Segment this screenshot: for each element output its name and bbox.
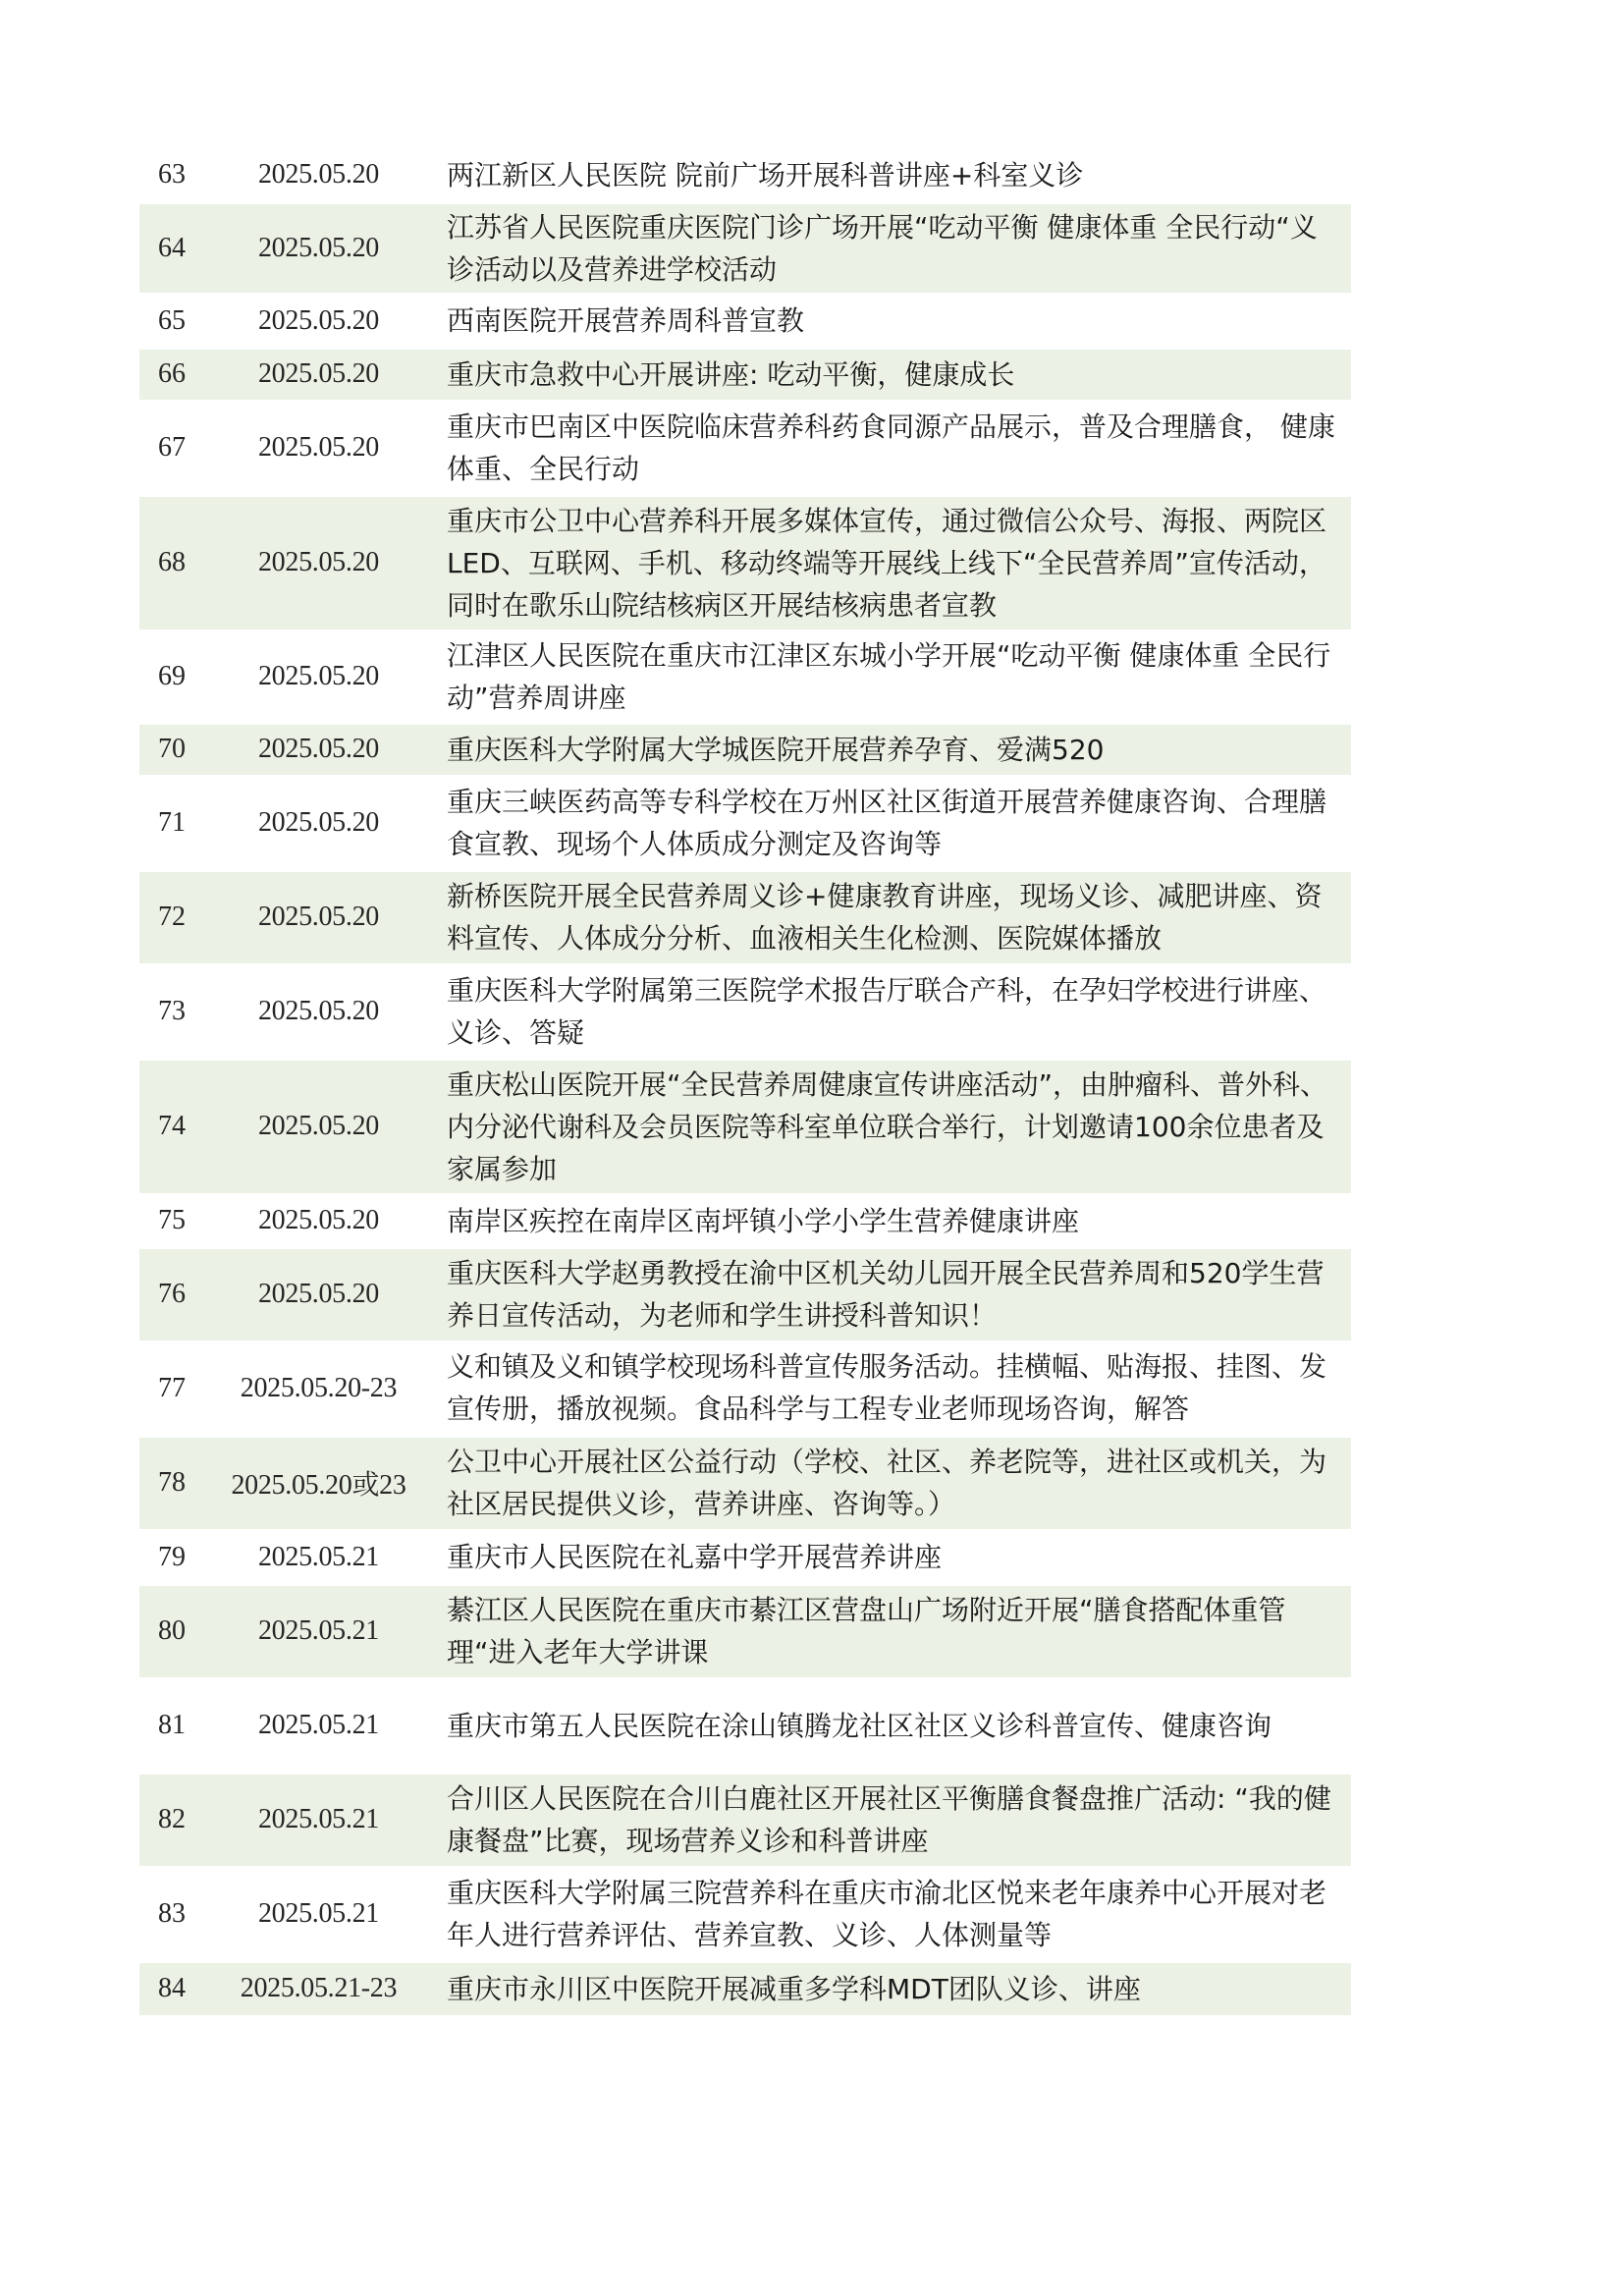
row-description: 重庆市公卫中心营养科开展多媒体宣传，通过微信公众号、海报、两院区LED、互联网、手机、移动终端等开展线上线下“全民营养周”宣传活动，同时在歌乐山院结核病区开展结核病患者宣教	[433, 495, 1351, 630]
row-number: 72	[139, 870, 204, 964]
events-table-body	[139, 149, 1351, 2016]
row-description: 重庆市巴南区中医院临床营养科药食同源产品展示，普及合理膳食， 健康体重、全民行动	[433, 401, 1351, 495]
row-description: 重庆市永川区中医院开展减重多学科MDT团队义诊、讲座	[433, 1961, 1351, 2016]
row-number: 76	[139, 1247, 204, 1341]
row-description: 重庆医科大学赵勇教授在渝中区机关幼儿园开展全民营养周和520学生营养日宣传活动，为老师和学生讲授科普知识！	[433, 1247, 1351, 1341]
row-number: 68	[139, 495, 204, 630]
table-row	[139, 1247, 1351, 1341]
table-row	[139, 348, 1351, 401]
row-description-text: 义和镇及义和镇学校现场科普宣传服务活动。挂横幅、贴海报、挂图、发宣传册，播放视频。食品科学与工程专业老师现场咨询，解答	[447, 1350, 1327, 1425]
row-number: 83	[139, 1867, 204, 1961]
row-date: 2025.05.20	[204, 630, 433, 723]
row-date: 2025.05.20	[204, 964, 433, 1059]
row-date: 2025.05.20	[204, 294, 433, 348]
table-row	[139, 964, 1351, 1059]
row-date: 2025.05.20	[204, 149, 433, 202]
table-row	[139, 1194, 1351, 1247]
table-row	[139, 870, 1351, 964]
row-date: 2025.05.21-23	[204, 1961, 433, 2016]
row-description: 重庆市人民医院在礼嘉中学开展营养讲座	[433, 1530, 1351, 1584]
row-date: 2025.05.20	[204, 1059, 433, 1194]
row-description: 两江新区人民医院 院前广场开展科普讲座+科室义诊	[433, 149, 1351, 202]
row-description: 重庆市第五人民医院在涂山镇腾龙社区社区义诊科普宣传、健康咨询	[433, 1678, 1351, 1773]
row-number: 70	[139, 723, 204, 776]
row-number: 73	[139, 964, 204, 1059]
row-date: 2025.05.20	[204, 1194, 433, 1247]
row-number: 69	[139, 630, 204, 723]
table-row	[139, 495, 1351, 630]
row-date: 2025.05.20	[204, 202, 433, 294]
row-number: 82	[139, 1773, 204, 1867]
row-description	[433, 1341, 1351, 1436]
row-number: 75	[139, 1194, 204, 1247]
row-date: 2025.05.21	[204, 1584, 433, 1678]
row-description: 江苏省人民医院重庆医院门诊广场开展“吃动平衡 健康体重 全民行动“义诊活动以及营养进学校活动	[433, 202, 1351, 294]
row-number: 78	[139, 1436, 204, 1530]
row-description: 合川区人民医院在合川白鹿社区开展社区平衡膳食餐盘推广活动: “我的健康餐盘”比赛，现场营养义诊和科普讲座	[433, 1773, 1351, 1867]
row-number: 81	[139, 1678, 204, 1773]
row-description: 重庆市急救中心开展讲座: 吃动平衡，健康成长	[433, 348, 1351, 401]
row-number: 79	[139, 1530, 204, 1584]
row-description: 西南医院开展营养周科普宣教	[433, 294, 1351, 348]
row-date: 2025.05.20	[204, 495, 433, 630]
table-row	[139, 723, 1351, 776]
row-date: 2025.05.20或23	[204, 1436, 433, 1530]
table-row	[139, 1059, 1351, 1194]
table-row	[139, 401, 1351, 495]
table-row	[139, 1530, 1351, 1584]
row-description: 重庆医科大学附属大学城医院开展营养孕育、爱满520	[433, 723, 1351, 776]
row-number: 84	[139, 1961, 204, 2016]
row-date: 2025.05.20	[204, 401, 433, 495]
row-number: 77	[139, 1341, 204, 1436]
table-row	[139, 149, 1351, 202]
table-row	[139, 776, 1351, 870]
row-description: 重庆医科大学附属三院营养科在重庆市渝北区悦来老年康养中心开展对老年人进行营养评估、营养宣教、义诊、人体测量等	[433, 1867, 1351, 1961]
table-row	[139, 1773, 1351, 1867]
row-number: 71	[139, 776, 204, 870]
events-table	[139, 149, 1351, 2018]
row-description: 公卫中心开展社区公益行动（学校、社区、养老院等，进社区或机关，为社区居民提供义诊，营养讲座、咨询等。）	[433, 1436, 1351, 1530]
row-date: 2025.05.21	[204, 1773, 433, 1867]
row-description: 重庆医科大学附属第三医院学术报告厅联合产科，在孕妇学校进行讲座、义诊、答疑	[433, 964, 1351, 1059]
row-date: 2025.05.20-23	[204, 1341, 433, 1436]
row-description: 重庆三峡医药高等专科学校在万州区社区街道开展营养健康咨询、合理膳食宣教、现场个人体质成分测定及咨询等	[433, 776, 1351, 870]
row-date: 2025.05.20	[204, 723, 433, 776]
row-description: 重庆松山医院开展“全民营养周健康宣传讲座活动”，由肿瘤科、普外科、内分泌代谢科及会员医院等科室单位联合举行，计划邀请100余位患者及家属参加	[433, 1059, 1351, 1194]
table-row	[139, 202, 1351, 294]
row-date: 2025.05.21	[204, 1678, 433, 1773]
table-row	[139, 1867, 1351, 1961]
row-date: 2025.05.21	[204, 1530, 433, 1584]
row-date: 2025.05.20	[204, 1247, 433, 1341]
row-number: 74	[139, 1059, 204, 1194]
row-description: 江津区人民医院在重庆市江津区东城小学开展“吃动平衡 健康体重 全民行动”营养周讲座	[433, 630, 1351, 723]
row-number: 66	[139, 348, 204, 401]
table-row	[139, 1584, 1351, 1678]
table-row	[139, 1961, 1351, 2016]
row-date: 2025.05.21	[204, 1867, 433, 1961]
table-row	[139, 294, 1351, 348]
row-description: 南岸区疾控在南岸区南坪镇小学小学生营养健康讲座	[433, 1194, 1351, 1247]
row-number: 80	[139, 1584, 204, 1678]
row-date: 2025.05.20	[204, 870, 433, 964]
row-number: 63	[139, 149, 204, 202]
row-description: 綦江区人民医院在重庆市綦江区营盘山广场附近开展“膳食搭配体重管理“进入老年大学讲课	[433, 1584, 1351, 1678]
table-row	[139, 1678, 1351, 1773]
row-description: 新桥医院开展全民营养周义诊+健康教育讲座，现场义诊、减肥讲座、资料宣传、人体成分分析、血液相关生化检测、医院媒体播放	[433, 870, 1351, 964]
row-date: 2025.05.20	[204, 348, 433, 401]
row-number: 65	[139, 294, 204, 348]
table-row	[139, 1341, 1351, 1436]
row-number: 64	[139, 202, 204, 294]
row-number: 67	[139, 401, 204, 495]
table-row	[139, 630, 1351, 723]
row-date: 2025.05.20	[204, 776, 433, 870]
table-row	[139, 1436, 1351, 1530]
